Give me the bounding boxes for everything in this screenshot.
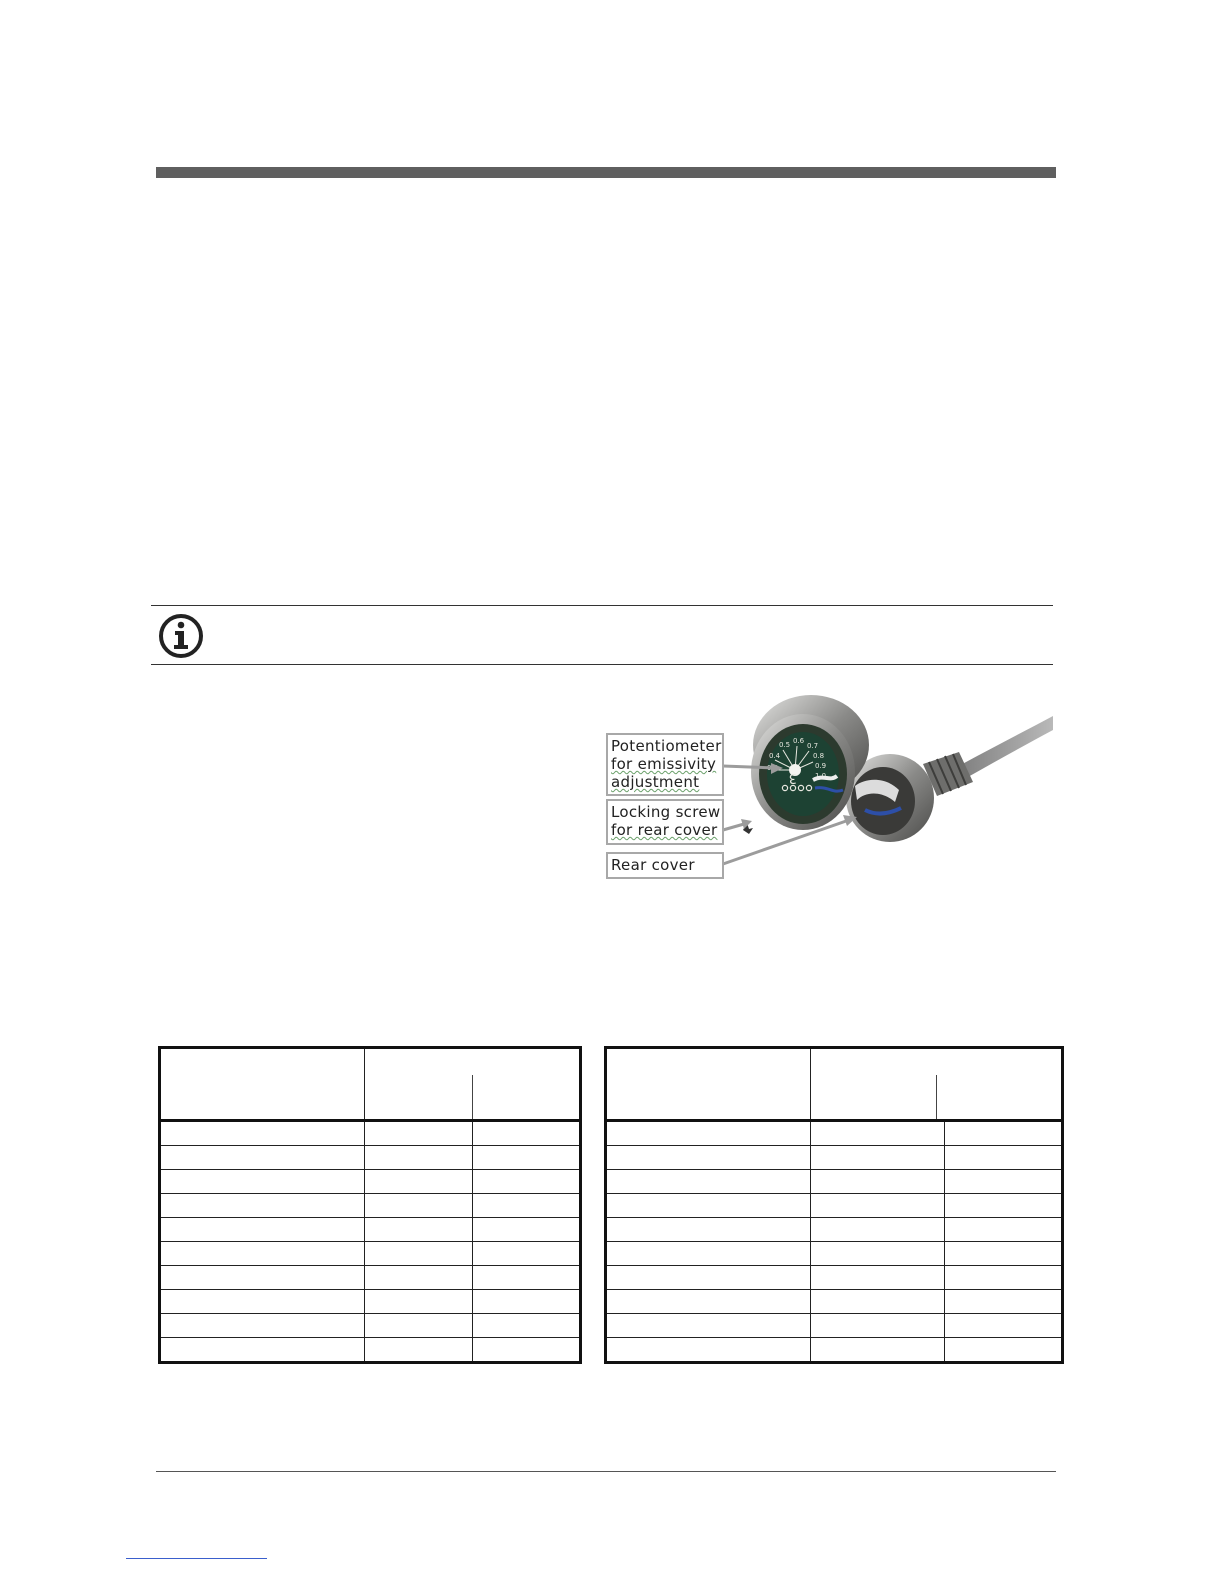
note-bottom-rule: [151, 664, 1053, 665]
table-cell: [945, 1314, 1063, 1338]
svg-text:0.6: 0.6: [793, 737, 805, 745]
table-cell: [473, 1338, 581, 1363]
table-cell: [606, 1121, 811, 1146]
table-row: [606, 1218, 1063, 1242]
table-cell: [160, 1242, 365, 1266]
table-cell: [473, 1194, 581, 1218]
table-row: [160, 1290, 581, 1314]
table-row: [606, 1121, 1063, 1146]
table-cell: [365, 1170, 473, 1194]
table-row: [606, 1146, 1063, 1170]
table-row: [160, 1194, 581, 1218]
table-cell: [945, 1218, 1063, 1242]
table-cell: [365, 1290, 473, 1314]
table-row: [160, 1338, 581, 1363]
table-cell: [473, 1266, 581, 1290]
table-row: [160, 1266, 581, 1290]
callout-potentiometer: [606, 733, 724, 796]
table-cell: [365, 1146, 473, 1170]
table-cell: [365, 1242, 473, 1266]
table-cell: [365, 1338, 473, 1363]
table-cell: [160, 1314, 365, 1338]
table-row: [606, 1242, 1063, 1266]
table-cell: [811, 1290, 945, 1314]
callout-line: adjustment: [611, 773, 700, 791]
svg-text:0.9: 0.9: [815, 762, 827, 770]
table-cell: [811, 1121, 945, 1146]
header-cell: [606, 1048, 811, 1121]
table-cell: [606, 1218, 811, 1242]
header-cell-group: [811, 1048, 1063, 1121]
table-row: [160, 1146, 581, 1170]
table-row: [606, 1338, 1063, 1363]
table-cell: [160, 1290, 365, 1314]
table-cell: [945, 1266, 1063, 1290]
callout-line: for emissivity: [611, 755, 717, 773]
svg-text:0.4: 0.4: [769, 752, 781, 760]
table-cell: [606, 1194, 811, 1218]
table-row: [606, 1266, 1063, 1290]
table-cell: [473, 1290, 581, 1314]
table-row: [160, 1314, 581, 1338]
table-cell: [811, 1170, 945, 1194]
note-top-rule: [151, 605, 1053, 606]
table-cell: [945, 1338, 1063, 1363]
table-cell: [160, 1121, 365, 1146]
table-cell: [945, 1194, 1063, 1218]
emissivity-table-left: [158, 1046, 582, 1364]
table-cell: [811, 1146, 945, 1170]
table-cell: [473, 1121, 581, 1146]
header-bar: [156, 167, 1056, 178]
table-row: [160, 1170, 581, 1194]
footer-rule: [156, 1471, 1056, 1472]
table-cell: [160, 1170, 365, 1194]
table-cell: [606, 1170, 811, 1194]
table-cell: [365, 1314, 473, 1338]
table-row: [160, 1242, 581, 1266]
table-cell: [365, 1266, 473, 1290]
table-cell: [811, 1338, 945, 1363]
table-cell: [945, 1170, 1063, 1194]
table-cell: [160, 1218, 365, 1242]
table-cell: [945, 1146, 1063, 1170]
table-row: [606, 1194, 1063, 1218]
table-cell: [811, 1194, 945, 1218]
svg-text:0.7: 0.7: [807, 742, 819, 750]
svg-text:1.0: 1.0: [815, 772, 827, 780]
table-row: [606, 1314, 1063, 1338]
header-cell-group: [365, 1048, 581, 1121]
table-cell: [606, 1242, 811, 1266]
table-cell: [473, 1218, 581, 1242]
footer-link-underline[interactable]: [126, 1558, 267, 1559]
table-cell: [945, 1121, 1063, 1146]
table-cell: [365, 1194, 473, 1218]
callout-rear-cover: [606, 852, 724, 879]
table-cell: [811, 1218, 945, 1242]
callout-locking-screw: [606, 799, 724, 845]
table-cell: [160, 1266, 365, 1290]
table-cell: [365, 1218, 473, 1242]
table-cell: [473, 1146, 581, 1170]
table-cell: [160, 1194, 365, 1218]
table-cell: [365, 1121, 473, 1146]
table-cell: [160, 1146, 365, 1170]
table-cell: [811, 1266, 945, 1290]
table-cell: [811, 1242, 945, 1266]
table-row: [606, 1290, 1063, 1314]
header-cell: [160, 1048, 365, 1121]
table-cell: [606, 1290, 811, 1314]
table-cell: [606, 1338, 811, 1363]
callout-line: for rear cover: [611, 821, 718, 839]
table-cell: [811, 1314, 945, 1338]
table-row: [160, 1218, 581, 1242]
callout-line: Locking screw: [611, 803, 721, 821]
svg-text:0.5: 0.5: [779, 741, 791, 749]
table-cell: [473, 1170, 581, 1194]
callout-line: Rear cover: [611, 856, 695, 874]
table-row: [160, 1121, 581, 1146]
emissivity-table-right: [604, 1046, 1064, 1364]
table-cell: [473, 1314, 581, 1338]
table-cell: [606, 1146, 811, 1170]
svg-text:3: 3: [788, 770, 797, 785]
info-icon: [157, 612, 205, 660]
table-cell: [606, 1314, 811, 1338]
callout-line: Potentiometer: [611, 737, 722, 755]
table-cell: [473, 1242, 581, 1266]
svg-text:0.8: 0.8: [813, 752, 825, 760]
table-cell: [606, 1266, 811, 1290]
table-cell: [945, 1290, 1063, 1314]
table-cell: [160, 1338, 365, 1363]
table-row: [606, 1170, 1063, 1194]
table-cell: [945, 1242, 1063, 1266]
